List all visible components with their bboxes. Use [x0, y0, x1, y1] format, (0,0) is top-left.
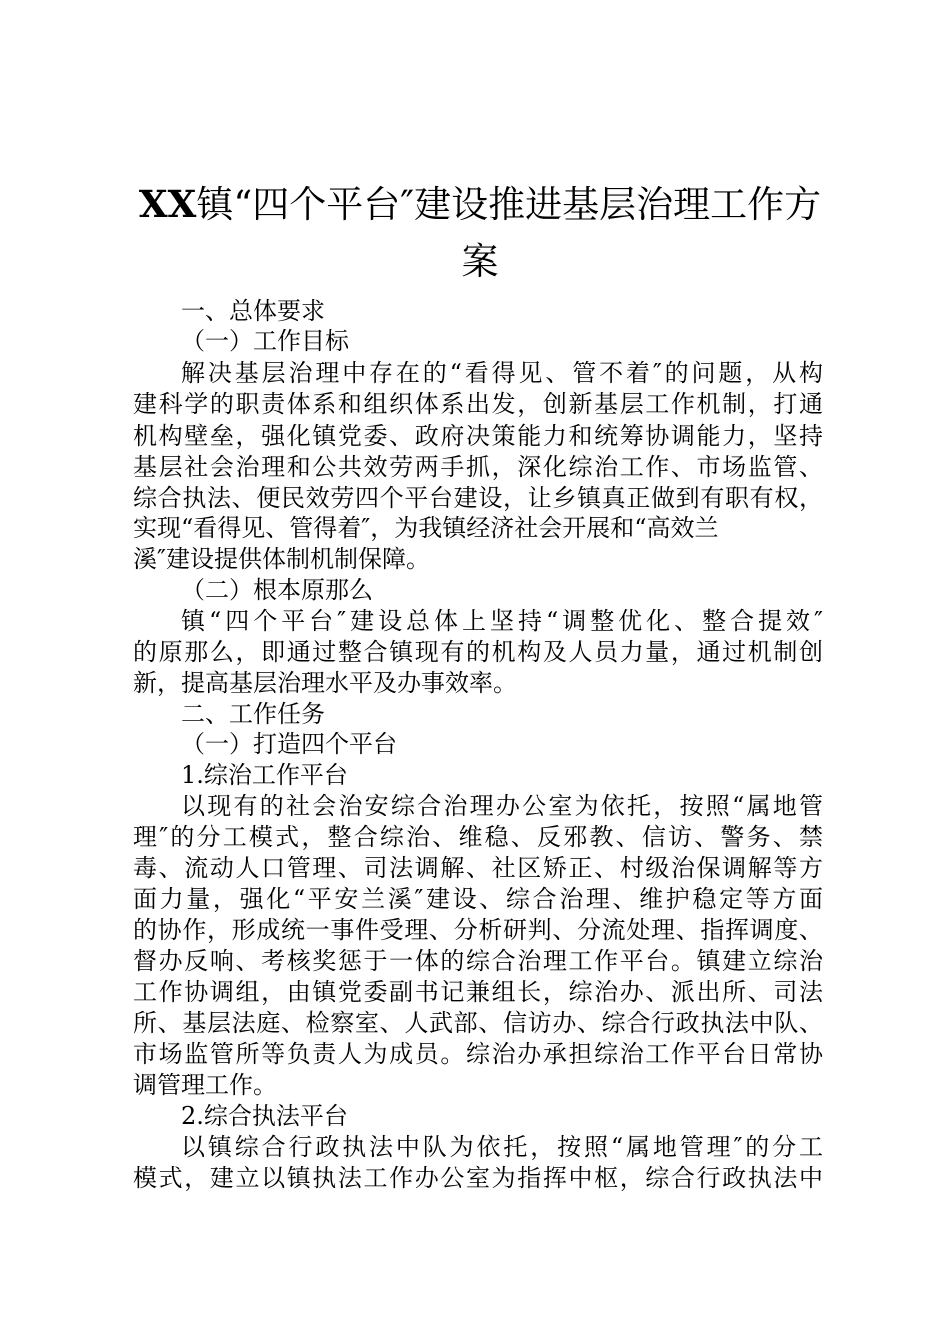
- paragraph-line: 模式，建立以镇执法工作办公室为指挥中枢，综合行政执法中: [133, 1164, 823, 1192]
- paragraph-line: 以现有的社会治安综合治理办公室为依托，按照“属地管: [181, 792, 823, 820]
- paragraph-line: 新，提高基层治理水平及办事效率。: [133, 669, 517, 697]
- heading-1: 一、总体要求: [181, 297, 325, 325]
- subheading: （二）根本原那么: [181, 576, 373, 604]
- paragraph-line: 调管理工作。: [133, 1071, 277, 1099]
- paragraph-line: 毒、流动人口管理、司法调解、社区矫正、村级治保调解等方: [133, 854, 823, 882]
- paragraph-line: 面力量，强化“平安兰溪″建设、综合治理、维护稳定等方面: [133, 885, 823, 913]
- paragraph-line: 工作协调组，由镇党委副书记兼组长，综治办、派出所、司法: [133, 978, 823, 1006]
- title-text: 镇“四个平台″建设推进基层治理工作方: [196, 183, 822, 226]
- paragraph-line: 综合执法、便民效劳四个平台建设，让乡镇真正做到有职有权，: [133, 484, 823, 512]
- paragraph-line: 镇“四个平台″建设总体上坚持“调整优化、整合提效″: [181, 607, 823, 635]
- paragraph-line: 所、基层法庭、检察室、人武部、信访办、综合行政执法中队、: [133, 1009, 823, 1037]
- paragraph-line: 市场监管所等负责人为成员。综治办承担综治工作平台日常协: [133, 1040, 823, 1068]
- paragraph-line: 的协作，形成统一事件受理、分析研判、分流处理、指挥调度、: [133, 916, 823, 944]
- heading-2: 二、工作任务: [181, 700, 325, 728]
- subheading: （一）工作目标: [181, 327, 349, 355]
- paragraph-line: 以镇综合行政执法中队为依托，按照“属地管理″的分工: [181, 1133, 823, 1161]
- paragraph-line: 建科学的职责体系和组织体系出发，创新基层工作机制，打通: [133, 390, 823, 418]
- paragraph-line: 基层社会治理和公共效劳两手抓，深化综治工作、市场监管、: [133, 453, 823, 481]
- document-title-line-2: 案: [461, 240, 499, 283]
- paragraph-line: 实现“看得见、管得着″，为我镇经济社会开展和“高效兰: [133, 514, 719, 542]
- subsection-title: 2.综合执法平台: [181, 1102, 348, 1130]
- paragraph-line: 督办反响、考核奖惩于一体的综合治理工作平台。镇建立综治: [133, 947, 823, 975]
- paragraph-line: 的原那么，即通过整合镇现有的机构及人员力量，通过机制创: [133, 638, 823, 666]
- paragraph-line: 溪″建设提供体制机制保障。: [133, 545, 430, 573]
- paragraph-line: 解决基层治理中存在的“看得见、管不着″的问题，从构: [181, 359, 823, 387]
- paragraph-line: 理″的分工模式，整合综治、维稳、反邪教、信访、警务、禁: [133, 823, 823, 851]
- title-prefix: XX: [138, 182, 197, 226]
- subsection-title: 1.综治工作平台: [181, 761, 348, 789]
- document-title-line-1: [130, 180, 830, 229]
- subheading: （一）打造四个平台: [181, 730, 397, 758]
- paragraph-line: 机构壁垒，强化镇党委、政府决策能力和统筹协调能力，坚持: [133, 422, 823, 450]
